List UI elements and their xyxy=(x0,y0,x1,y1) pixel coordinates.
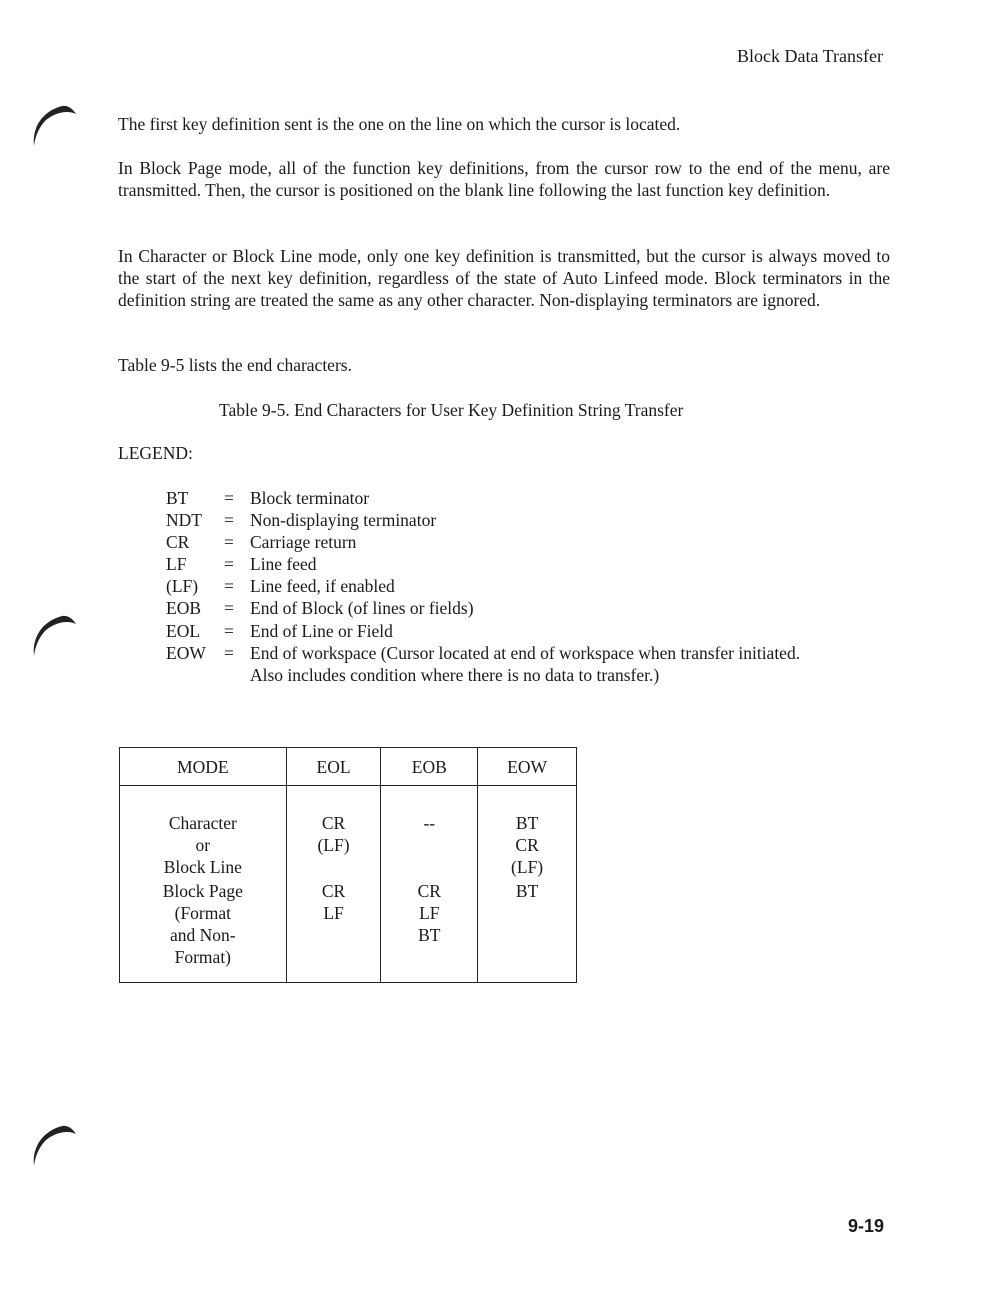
binder-hole-mark-icon xyxy=(26,610,78,660)
legend-equals: = xyxy=(224,620,234,641)
legend-item xyxy=(166,531,896,553)
legend-item xyxy=(166,620,896,642)
legend-equals: = xyxy=(224,598,234,619)
cell-line: -- xyxy=(423,813,436,833)
cell-line: (Format xyxy=(174,903,232,923)
legend-equals: = xyxy=(224,576,234,597)
cell-line: (LF) xyxy=(317,835,350,855)
cell-line: CR xyxy=(417,881,441,901)
legend-abbr: EOB xyxy=(166,598,201,619)
table-caption: Table 9-5. End Characters for User Key Definition String Transfer xyxy=(219,400,684,420)
legend-definition-line: End of workspace (Cursor located at end of workspace when transfer initiated. xyxy=(250,642,801,663)
legend-title: LEGEND: xyxy=(118,443,193,463)
legend-abbr: EOW xyxy=(166,642,206,663)
cell-line: Format) xyxy=(174,947,232,967)
legend-abbr: EOL xyxy=(166,620,201,641)
legend-equals: = xyxy=(224,532,234,553)
legend-equals: = xyxy=(224,642,234,663)
cell-line: (LF) xyxy=(511,857,544,877)
legend-equals: = xyxy=(224,510,234,531)
column-header-mode: MODE xyxy=(120,748,287,786)
cell-mode xyxy=(120,880,287,983)
cell-line: Character xyxy=(168,813,237,833)
legend-item xyxy=(166,553,896,575)
cell-mode xyxy=(120,786,287,881)
cell-line: or xyxy=(195,835,211,855)
cell-line: Block Line xyxy=(163,857,242,877)
cell-line: BT xyxy=(515,881,539,901)
cell-eol xyxy=(286,880,381,983)
legend-item xyxy=(166,509,896,531)
legend-item xyxy=(166,575,896,597)
column-header-eob: EOB xyxy=(381,748,478,786)
legend-definition: Line feed xyxy=(250,554,317,575)
legend-abbr: (LF) xyxy=(166,576,199,597)
cell-line: CR xyxy=(515,835,539,855)
cell-eob xyxy=(381,880,478,983)
legend-equals: = xyxy=(224,488,234,508)
legend-item xyxy=(166,487,896,509)
column-header-eol: EOL xyxy=(286,748,381,786)
legend-abbr: LF xyxy=(166,554,187,575)
cell-line: CR xyxy=(321,813,346,833)
table-header-row xyxy=(120,748,577,786)
cell-eow xyxy=(478,786,577,881)
legend-definition: End of Line or Field xyxy=(250,620,393,641)
cell-line: Block Page xyxy=(162,881,243,901)
legend-definition: Line feed, if enabled xyxy=(250,576,395,597)
legend-definition: Block terminator xyxy=(250,488,370,508)
table-row xyxy=(120,880,577,983)
paragraph-character-block-line: In Character or Block Line mode, only one key definition is transmitted, but the cursor is always moved to the start of the next key definition, regardless of the state of Auto Linfeed mode. Block terminators in the definition string are treated the same as any other character. Non-displaying terminators are ignored. xyxy=(118,246,890,310)
legend-equals: = xyxy=(224,554,234,575)
table-row xyxy=(120,786,577,881)
legend-item xyxy=(166,642,896,686)
cell-line: CR xyxy=(321,881,346,901)
legend-abbr: CR xyxy=(166,532,190,553)
binder-hole-mark-icon xyxy=(26,1120,78,1170)
end-characters-table xyxy=(119,747,577,983)
legend-abbr: NDT xyxy=(166,510,202,531)
legend-definition: Carriage return xyxy=(250,532,357,553)
legend-list xyxy=(166,487,896,686)
cell-line: LF xyxy=(419,903,440,923)
paragraph-block-page: In Block Page mode, all of the function key definitions, from the cursor row to the end of the menu, are transmitted. Then, the cursor is positioned on the blank line following the last function key definition. xyxy=(118,158,890,200)
legend-definition: End of Block (of lines or fields) xyxy=(250,598,474,619)
legend-definition xyxy=(250,642,896,686)
legend-definition: Non-displaying terminator xyxy=(250,510,437,531)
cell-eow xyxy=(478,880,577,983)
legend-definition-continuation: Also includes condition where there is no data to transfer.) xyxy=(250,664,660,685)
column-header-eow: EOW xyxy=(478,748,577,786)
cell-eob xyxy=(381,786,478,881)
running-header: Block Data Transfer xyxy=(737,46,883,66)
cell-eol xyxy=(286,786,381,881)
legend-item xyxy=(166,597,896,619)
legend-abbr: BT xyxy=(166,488,189,508)
paragraph-first-key: The first key definition sent is the one on the line on which the cursor is located. xyxy=(118,114,681,134)
cell-line: LF xyxy=(323,903,344,923)
paragraph-table-reference: Table 9-5 lists the end characters. xyxy=(118,355,352,375)
cell-line: BT xyxy=(418,925,441,945)
cell-line: BT xyxy=(515,813,539,833)
cell-line: and Non- xyxy=(170,925,236,945)
page-number: 9-19 xyxy=(847,1216,884,1236)
binder-hole-mark-icon xyxy=(26,100,78,150)
